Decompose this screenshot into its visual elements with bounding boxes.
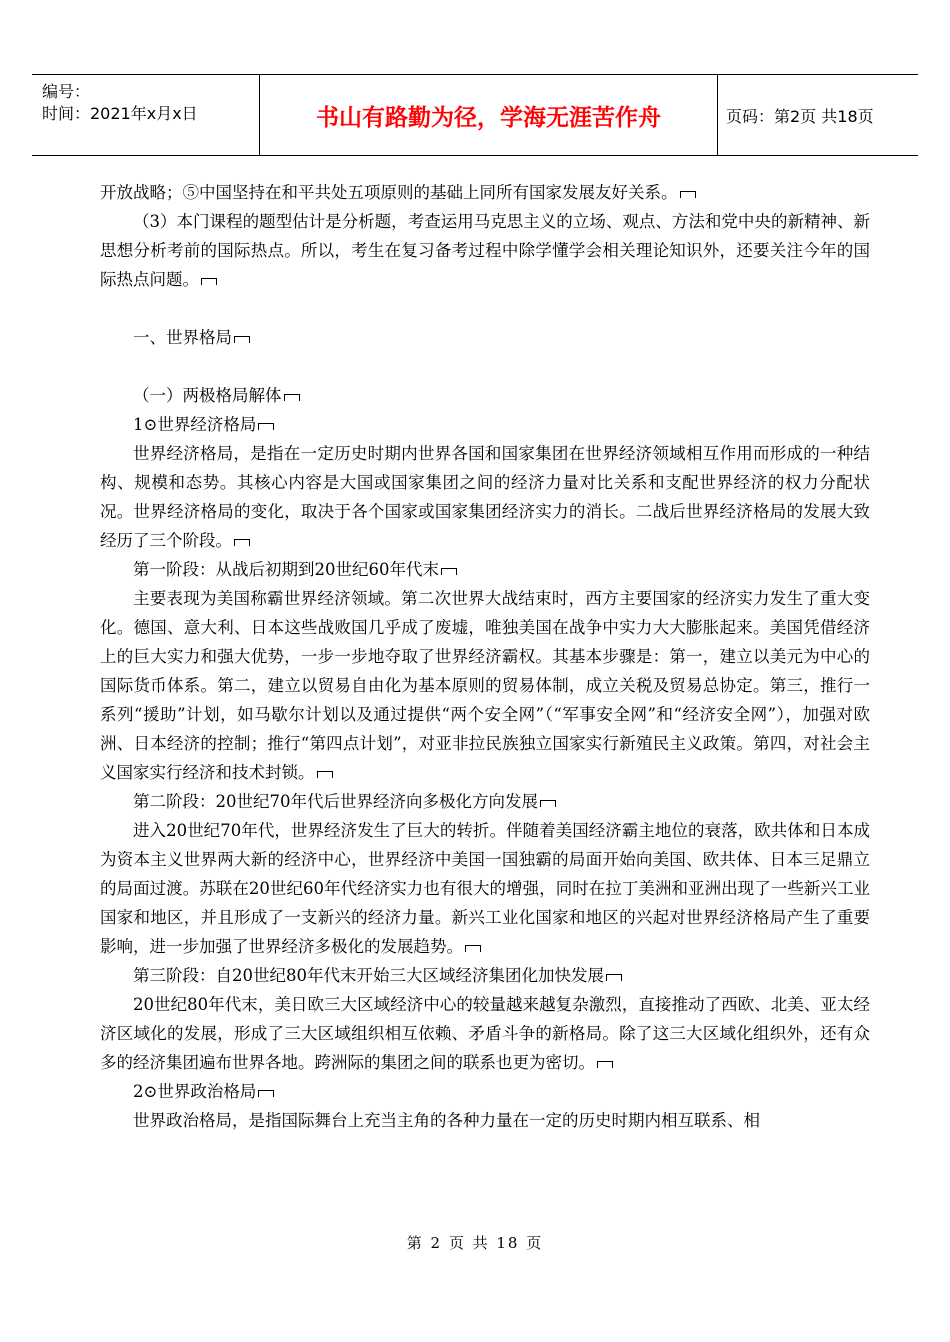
topic-heading: 2⊙世界政治格局 <box>100 1077 870 1106</box>
header-meta <box>32 75 259 155</box>
topic-heading: 1⊙世界经济格局 <box>100 410 870 439</box>
paragraph: 进入20世纪70年代，世界经济发生了巨大的转折。伴随着美国经济霸主地位的衰落，欧共体和日本成为资本主义世界两大新的经济中心，世界经济中美国一国独霸的局面开始向美国、欧共体、日本三足鼎立的局面过渡。苏联在20世纪60年代经济实力也有很大的增强，同时在拉丁美洲和亚洲出现了一些新兴工业国家和地区，并且形成了一支新兴的经济力量。新兴工业化国家和地区的兴起对世界经济格局产生了重要影响，进一步加强了世界经济多极化的发展趋势。 <box>100 821 870 956</box>
paragraph-mark-icon <box>258 423 274 430</box>
time-label: 时间：2021年x月x日 <box>42 104 198 123</box>
paragraph-mark-icon <box>465 945 481 952</box>
paragraph-mark-icon <box>317 771 333 778</box>
number-label: 编号： <box>42 82 91 101</box>
stage-heading: 第一阶段：从战后初期到20世纪60年代末 <box>100 555 870 584</box>
document-header <box>32 74 918 156</box>
paragraph-mark-icon <box>234 539 250 546</box>
paragraph-mark-icon <box>597 1061 613 1068</box>
paragraph: 主要表现为美国称霸世界经济领域。第二次世界大战结束时，西方主要国家的经济实力发生了重大变化。德国、意大利、日本这些战败国几乎成了废墟，唯独美国在战争中实力大大膨胀起来。美国凭借经济上的巨大实力和强大优势，一步一步地夺取了世界经济霸权。其基本步骤是：第一，建立以美元为中心的国际货币体系。第二，建立以贸易自由化为基本原则的贸易体制，成立关税及贸易总协定。第三，推行一系列“援助”计划，如马歇尔计划以及通过提供“两个安全网”（“军事安全网”和“经济安全网”），加强对欧洲、日本经济的控制；推行“第四点计划”，对亚非拉民族独立国家实行新殖民主义政策。第四，对社会主义国家实行经济和技术封锁。 <box>100 589 870 782</box>
paragraph-mark-icon <box>284 394 300 401</box>
paragraph-mark-icon <box>680 191 696 198</box>
paragraph: 世界经济格局，是指在一定历史时期内世界各国和国家集团在世界经济领域相互作用而形成的一种结构、规模和态势。其核心内容是大国或国家集团之间的经济力量对比关系和支配世界经济的权力分配状况。世界经济格局的变化，取决于各个国家或国家集团经济实力的消长。二战后世界经济格局的发展大致经历了三个阶段。 <box>100 444 870 550</box>
paragraph-mark-icon <box>201 278 217 285</box>
paragraph: 世界政治格局，是指国际舞台上充当主角的各种力量在一定的历史时期内相互联系、相 <box>133 1111 760 1130</box>
subsection-heading: （一）两极格局解体 <box>100 381 870 410</box>
stage-heading: 第二阶段：20世纪70年代后世界经济向多极化方向发展 <box>100 787 870 816</box>
paragraph-mark-icon <box>606 974 622 981</box>
header-motto: 书山有路勤为径，学海无涯苦作舟 <box>259 75 718 155</box>
section-heading: 一、世界格局 <box>100 323 870 352</box>
stage-heading: 第三阶段：自20世纪80年代末开始三大区域经济集团化加快发展 <box>100 961 870 990</box>
paragraph: 20世纪80年代末，美日欧三大区域经济中心的较量越来越复杂激烈，直接推动了西欧、北美、亚太经济区域化的发展，形成了三大区域组织相互依赖、矛盾斗争的新格局。除了这三大区域化组织外，还有众多的经济集团遍布世界各地。跨洲际的集团之间的联系也更为密切。 <box>100 995 870 1072</box>
paragraph-mark-icon <box>234 336 250 343</box>
paragraph: （3）本门课程的题型估计是分析题，考查运用马克思主义的立场、观点、方法和党中央的新精神、新思想分析考前的国际热点。所以，考生在复习备考过程中除学懂学会相关理论知识外，还要关注今年的国际热点问题。 <box>100 212 870 289</box>
paragraph: 开放战略；⑤中国坚持在和平共处五项原则的基础上同所有国家发展友好关系。 <box>100 178 870 207</box>
paragraph-mark-icon <box>540 800 556 807</box>
document-body <box>100 178 870 1135</box>
page-footer: 第 2 页 共 18 页 <box>406 1234 544 1252</box>
paragraph-mark-icon <box>441 568 457 575</box>
header-page-code: 页码：第2页 共18页 <box>726 106 874 126</box>
paragraph-mark-icon <box>258 1090 274 1097</box>
